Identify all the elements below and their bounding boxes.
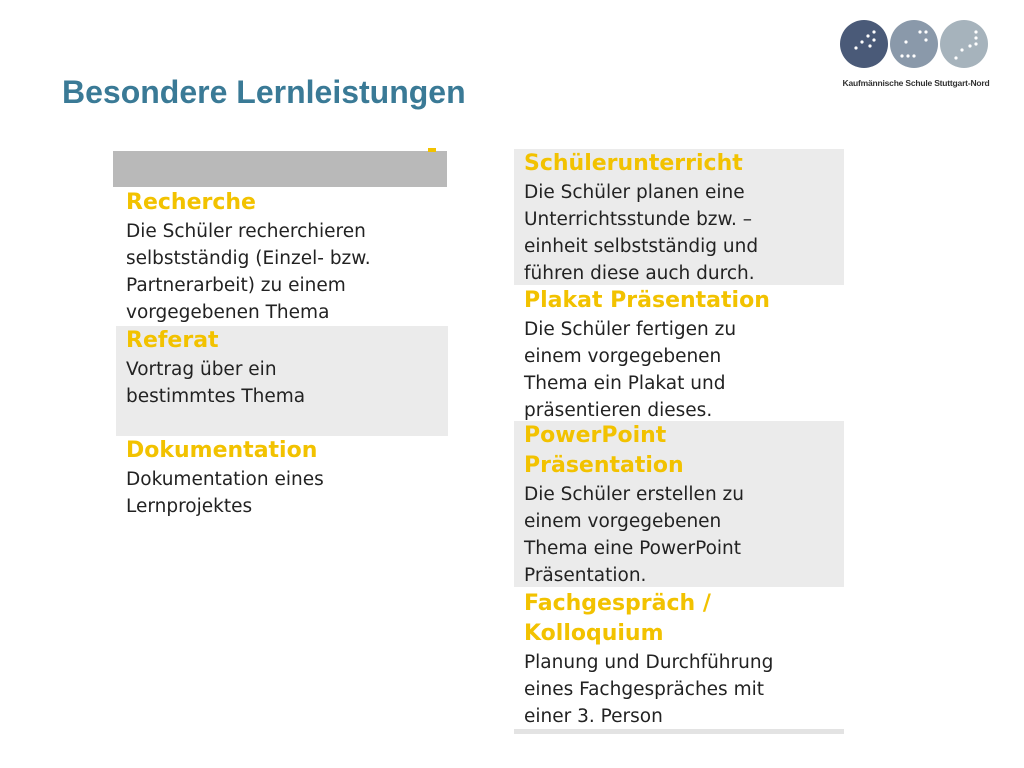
block-text-line: vorgegebenen Thema [126, 302, 330, 323]
block-text-line: bestimmtes Thema [126, 386, 306, 407]
block-text-line: Thema ein Plakat und [524, 373, 726, 394]
block-plakat-praesentation [514, 286, 844, 422]
block-heading: Kolloquium [524, 621, 664, 646]
block-text-line: Unterrichtsstunde bzw. – [524, 209, 752, 230]
block-dokumentation [116, 436, 446, 526]
block-text-line: einem vorgegebenen [524, 511, 722, 532]
logo-caption: Kaufmännische Schule Stuttgart-Nord [842, 78, 990, 88]
block-heading: Dokumentation [126, 438, 318, 463]
block-text-line: einer 3. Person [524, 706, 663, 727]
block-heading: Schülerunterricht [524, 151, 743, 176]
block-text-line: eines Fachgespräches mit [524, 679, 764, 700]
block-text-line: Die Schüler planen eine [524, 182, 745, 203]
block-recherche [116, 188, 446, 326]
block-heading: Recherche [126, 190, 256, 215]
block-text-line: Lernprojektes [126, 496, 253, 517]
logo-circle-2 [890, 20, 938, 68]
block-heading: Referat [126, 328, 219, 353]
logo-circle-3 [940, 20, 988, 68]
block-text-line: einem vorgegebenen [524, 346, 722, 367]
slide-title: Besondere Lernleistungen [62, 74, 466, 110]
block-text-line: Thema eine PowerPoint [524, 538, 742, 559]
logo-circle-1 [840, 20, 888, 68]
block-text-line: Die Schüler fertigen zu [524, 319, 737, 340]
block-text-line: Die Schüler erstellen zu [524, 484, 744, 505]
block-heading: Plakat Präsentation [524, 288, 770, 313]
block-text-line: einheit selbstständig und [524, 236, 759, 257]
block-heading: PowerPoint [524, 423, 667, 448]
block-powerpoint-praesentation [514, 421, 844, 587]
block-heading: Präsentation [524, 453, 684, 478]
cropped-heading-fragment [428, 148, 436, 152]
block-text-line: präsentieren dieses. [524, 400, 713, 421]
block-text-line: Die Schüler recherchieren [126, 221, 366, 242]
block-referat [116, 326, 448, 436]
block-heading: Fachgespräch / [524, 591, 711, 616]
block-schuelerunterricht [514, 149, 844, 285]
block-text-line: selbstständig (Einzel- bzw. [126, 248, 371, 269]
block-text-line: Präsentation. [524, 565, 647, 586]
cropped-footer-bar [514, 729, 844, 734]
block-text-line: führen diese auch durch. [524, 263, 755, 284]
block-text-line: Dokumentation eines [126, 469, 324, 490]
block-text-line: Partnerarbeit) zu einem [126, 275, 346, 296]
block-text-line: Vortrag über ein [126, 359, 277, 380]
cropped-header-bar [113, 151, 447, 187]
block-text-line: Planung und Durchführung [524, 652, 774, 673]
block-fachgespraech [514, 589, 844, 729]
